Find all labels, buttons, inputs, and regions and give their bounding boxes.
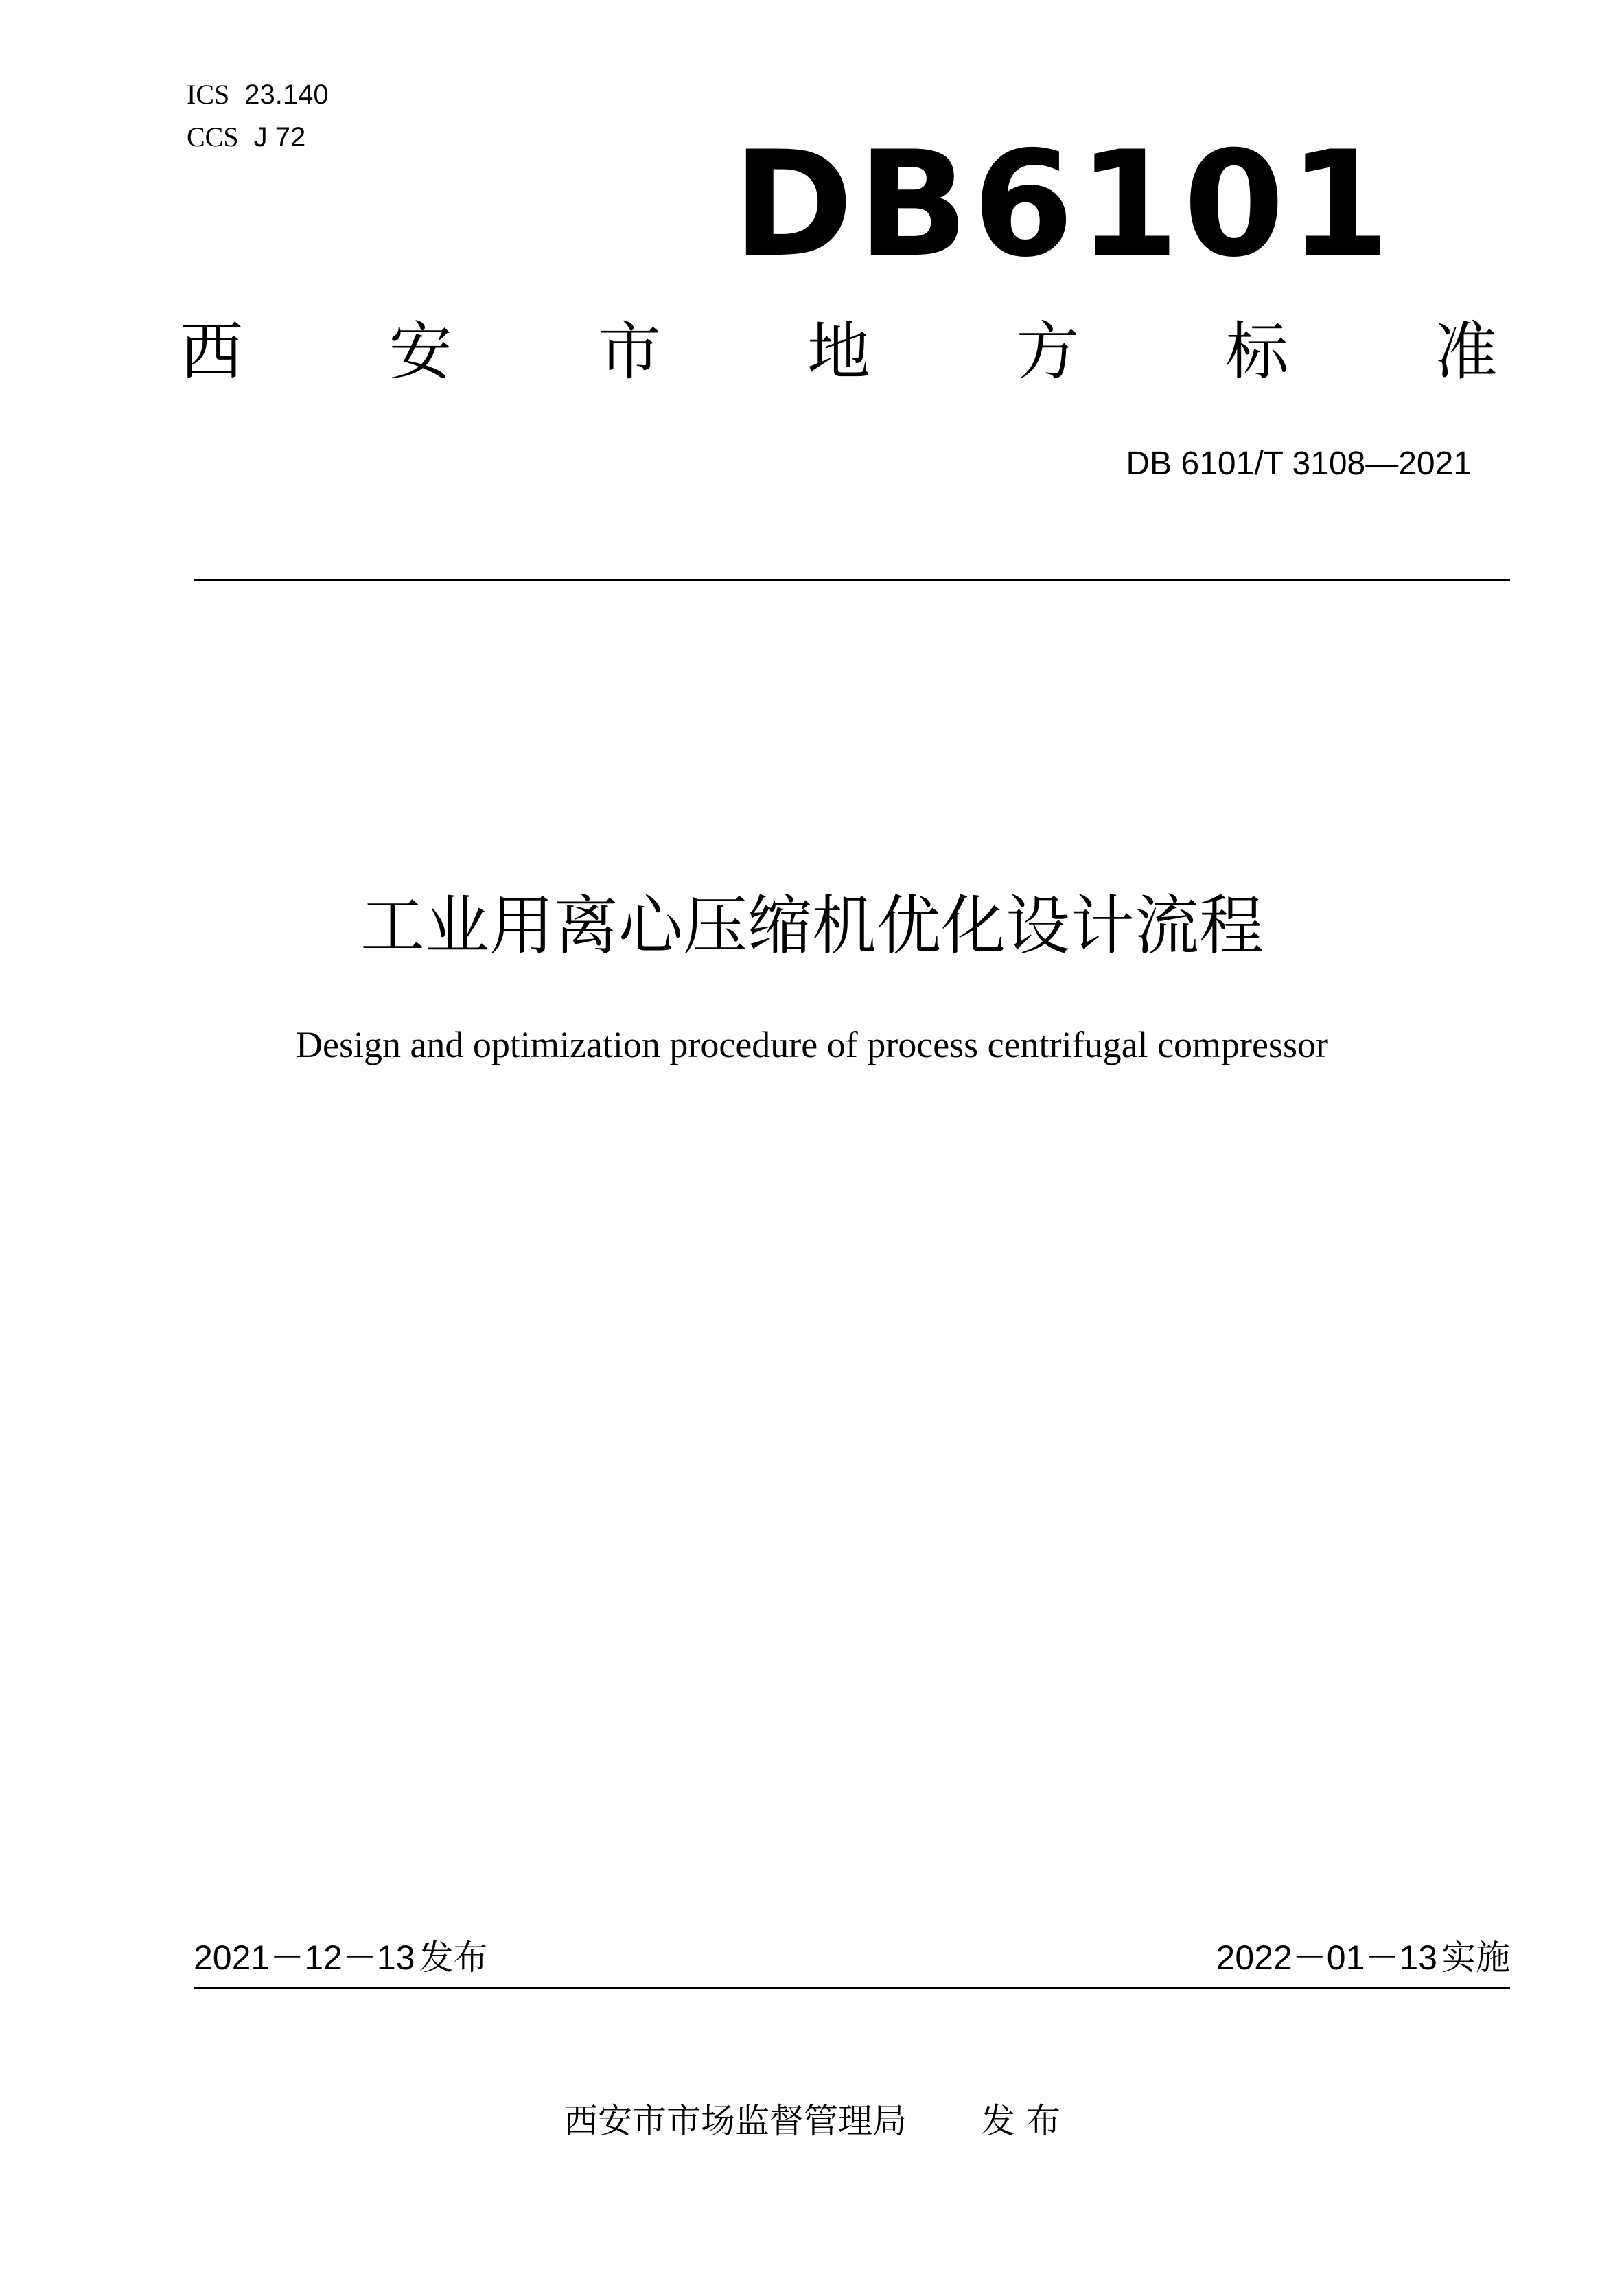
category-char: 准 [1434,315,1498,389]
footer-divider [194,1987,1510,1989]
category-char: 安 [388,315,452,389]
ccs-classification [187,121,305,154]
document-title-english: Design and optimization procedure of process centrifugal compressor [295,1024,1328,1065]
publisher-line [0,2099,1624,2143]
ics-code: 23.140 [244,80,329,110]
standard-code-logo: DB6101 [732,119,1394,289]
implementation-label: 实施 [1441,1938,1510,1978]
standard-number: DB 6101/T 3108—2021 [1126,445,1472,482]
category-char: 西 [180,315,244,389]
document-title-chinese: 工业用离心压缩机优化设计流程 [360,889,1264,964]
issue-date [194,1937,487,1978]
implementation-date-value: 2022－01－13 [1216,1938,1437,1977]
publisher-action: 发 布 [981,2101,1060,2141]
header-divider [194,579,1510,581]
category-char: 市 [598,315,662,389]
category-char: 地 [807,315,870,389]
ics-label: ICS [187,79,230,110]
publisher-name: 西安市市场监督管理局 [564,2101,907,2141]
implementation-date [1216,1937,1510,1978]
ics-classification [187,78,329,111]
issue-date-value: 2021－12－13 [194,1938,415,1977]
category-char: 方 [1016,315,1080,389]
category-char: 标 [1225,315,1289,389]
ccs-code: J 72 [253,122,306,152]
standard-category [180,314,1498,390]
issue-label: 发布 [419,1938,488,1978]
ccs-label: CCS [187,121,239,152]
